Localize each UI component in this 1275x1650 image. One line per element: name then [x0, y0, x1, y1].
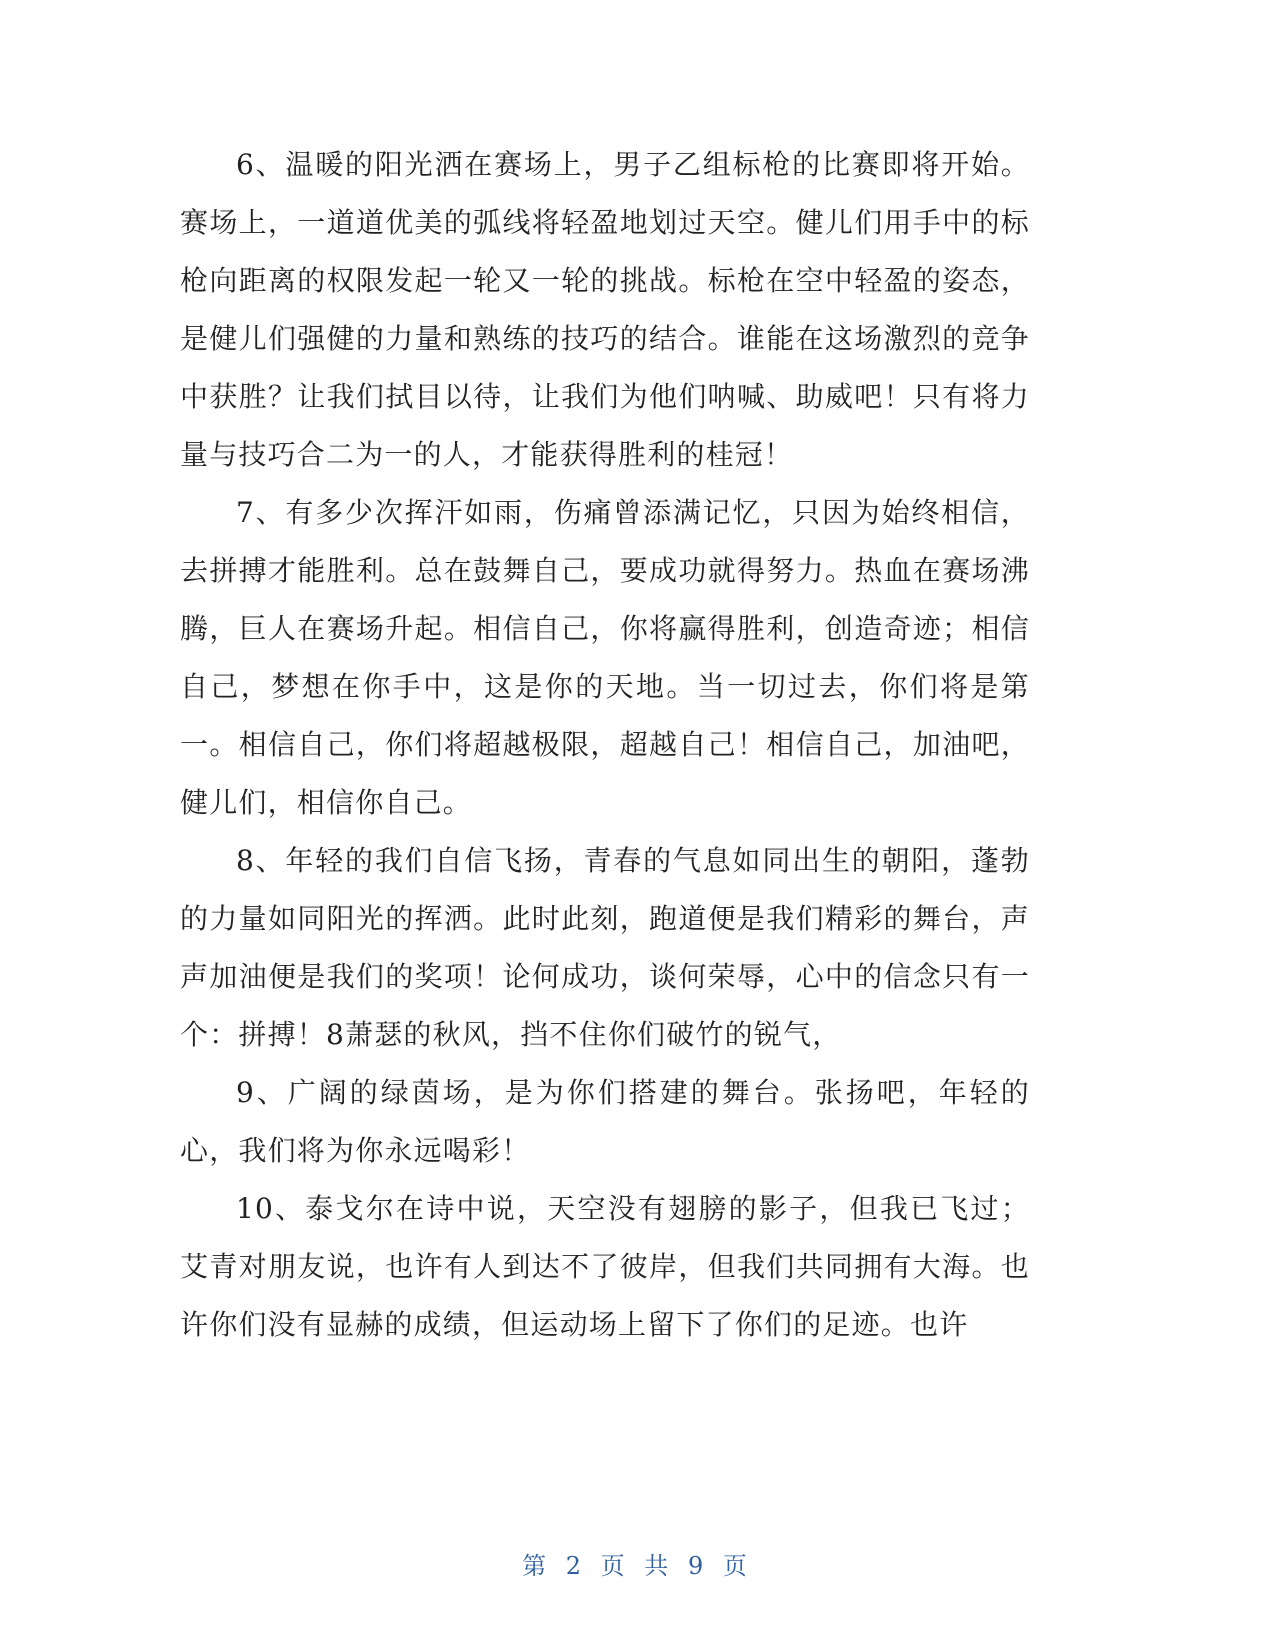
paragraph-7: 7、有多少次挥汗如雨，伤痛曾添满记忆，只因为始终相信，去拼搏才能胜利。总在鼓舞自己，要成功就得努力。热血在赛场沸腾，巨人在赛场升起。相信自己，你将赢得胜利，创造奇迹；相信自己，梦想在你手中，这是你的天地。当一切过去，你们将是第一。相信自己，你们将超越极限，超越自己！相信自己，加油吧，健儿们，相信你自己。 — [180, 496, 1030, 819]
document-body — [180, 136, 1030, 1354]
paragraph-9: 9、广阔的绿茵场，是为你们搭建的舞台。张扬吧，年轻的心，我们将为你永远喝彩！ — [180, 1076, 1030, 1167]
paragraph-10: 10、泰戈尔在诗中说，天空没有翅膀的影子，但我已飞过；艾青对朋友说，也许有人到达不了彼岸，但我们共同拥有大海。也许你们没有显赫的成绩，但运动场上留下了你们的足迹。也许 — [180, 1192, 1030, 1341]
paragraph-6: 6、温暖的阳光洒在赛场上，男子乙组标枪的比赛即将开始。赛场上，一道道优美的弧线将轻盈地划过天空。健儿们用手中的标枪向距离的权限发起一轮又一轮的挑战。标枪在空中轻盈的姿态，是健儿们强健的力量和熟练的技巧的结合。谁能在这场激烈的竞争中获胜？让我们拭目以待，让我们为他们呐喊、助威吧！只有将力量与技巧合二为一的人，才能获得胜利的桂冠！ — [180, 148, 1030, 471]
page-number-footer: 第 2 页 共 9 页 — [522, 1552, 753, 1580]
paragraph-8: 8、年轻的我们自信飞扬，青春的气息如同出生的朝阳，蓬勃的力量如同阳光的挥洒。此时此刻，跑道便是我们精彩的舞台，声声加油便是我们的奖项！论何成功，谈何荣辱，心中的信念只有一个：拼搏！8萧瑟的秋风，挡不住你们破竹的锐气， — [180, 844, 1030, 1051]
